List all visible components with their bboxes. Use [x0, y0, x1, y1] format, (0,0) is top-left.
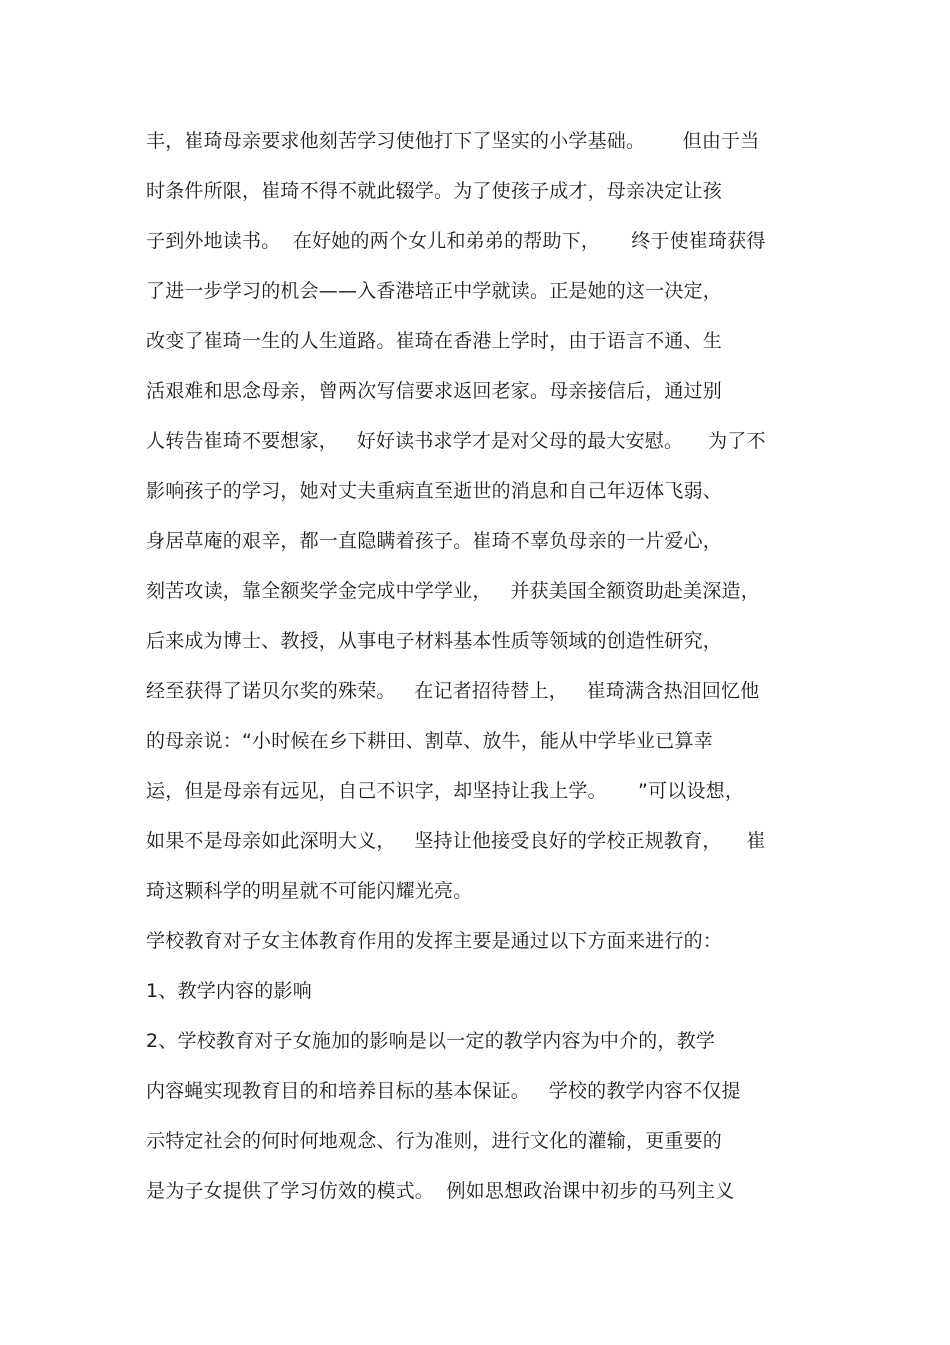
text-line: 改变了崔琦一生的人生道路。崔琦在香港上学时，由于语言不通、生	[146, 330, 723, 352]
text-line: 子到外地读书。 在好她的两个女儿和弟弟的帮助下， 终于使崔琦获得	[146, 230, 766, 252]
body-text	[146, 124, 826, 1224]
list-item: 2、学校教育对子女施加的影响是以一定的教学内容为中介的，教学	[146, 1030, 716, 1052]
text-line: 了进一步学习的机会——入香港培正中学就读。正是她的这一决定，	[146, 280, 723, 302]
text-line: 活艰难和思念母亲，曾两次写信要求返回老家。母亲接信后，通过别	[146, 380, 723, 402]
text-line: 如果不是母亲如此深明大义， 坚持让他接受良好的学校正规教育， 崔	[146, 830, 766, 852]
text-line: 人转告崔琦不要想家， 好好读书求学才是对父母的最大安慰。 为了不	[146, 430, 766, 452]
text-line: 是为子女提供了学习仿效的模式。 例如思想政治课中初步的马列主义	[146, 1180, 735, 1202]
text-line: 琦这颗科学的明星就不可能闪耀光亮。	[146, 880, 473, 902]
text-line: 的母亲说：“小时候在乡下耕田、割草、放牛，能从中学毕业已算幸	[146, 730, 713, 752]
text-line: 后来成为博士、教授，从事电子材料基本性质等领域的创造性研究，	[146, 630, 723, 652]
text-line: 时条件所限，崔琦不得不就此辍学。为了使孩子成才，母亲决定让孩	[146, 180, 723, 202]
text-line: 经至获得了诺贝尔奖的殊荣。 在记者招待替上， 崔琦满含热泪回忆他	[146, 680, 760, 702]
list-item: 1、教学内容的影响	[146, 980, 312, 1002]
text-line: 丰，崔琦母亲要求他刻苦学习使他打下了坚实的小学基础。 但由于当	[146, 130, 760, 152]
text-line: 内容蝇实现教育目的和培养目标的基本保证。 学校的教学内容不仅提	[146, 1080, 741, 1102]
text-line: 影响孩子的学习，她对丈夫重病直至逝世的消息和自己年迈体飞弱、	[146, 480, 723, 502]
text-line: 学校教育对子女主体教育作用的发挥主要是通过以下方面来进行的：	[146, 930, 723, 952]
text-line: 刻苦攻读，靠全额奖学金完成中学学业， 并获美国全额资助赴美深造，	[146, 580, 760, 602]
text-line: 示特定社会的何时何地观念、行为准则，进行文化的灌输，更重要的	[146, 1130, 723, 1152]
text-line: 运，但是母亲有远见，自己不识字，却坚持让我上学。 ”可以设想，	[146, 780, 745, 802]
text-line: 身居草庵的艰辛，都一直隐瞒着孩子。崔琦不辜负母亲的一片爱心，	[146, 530, 723, 552]
